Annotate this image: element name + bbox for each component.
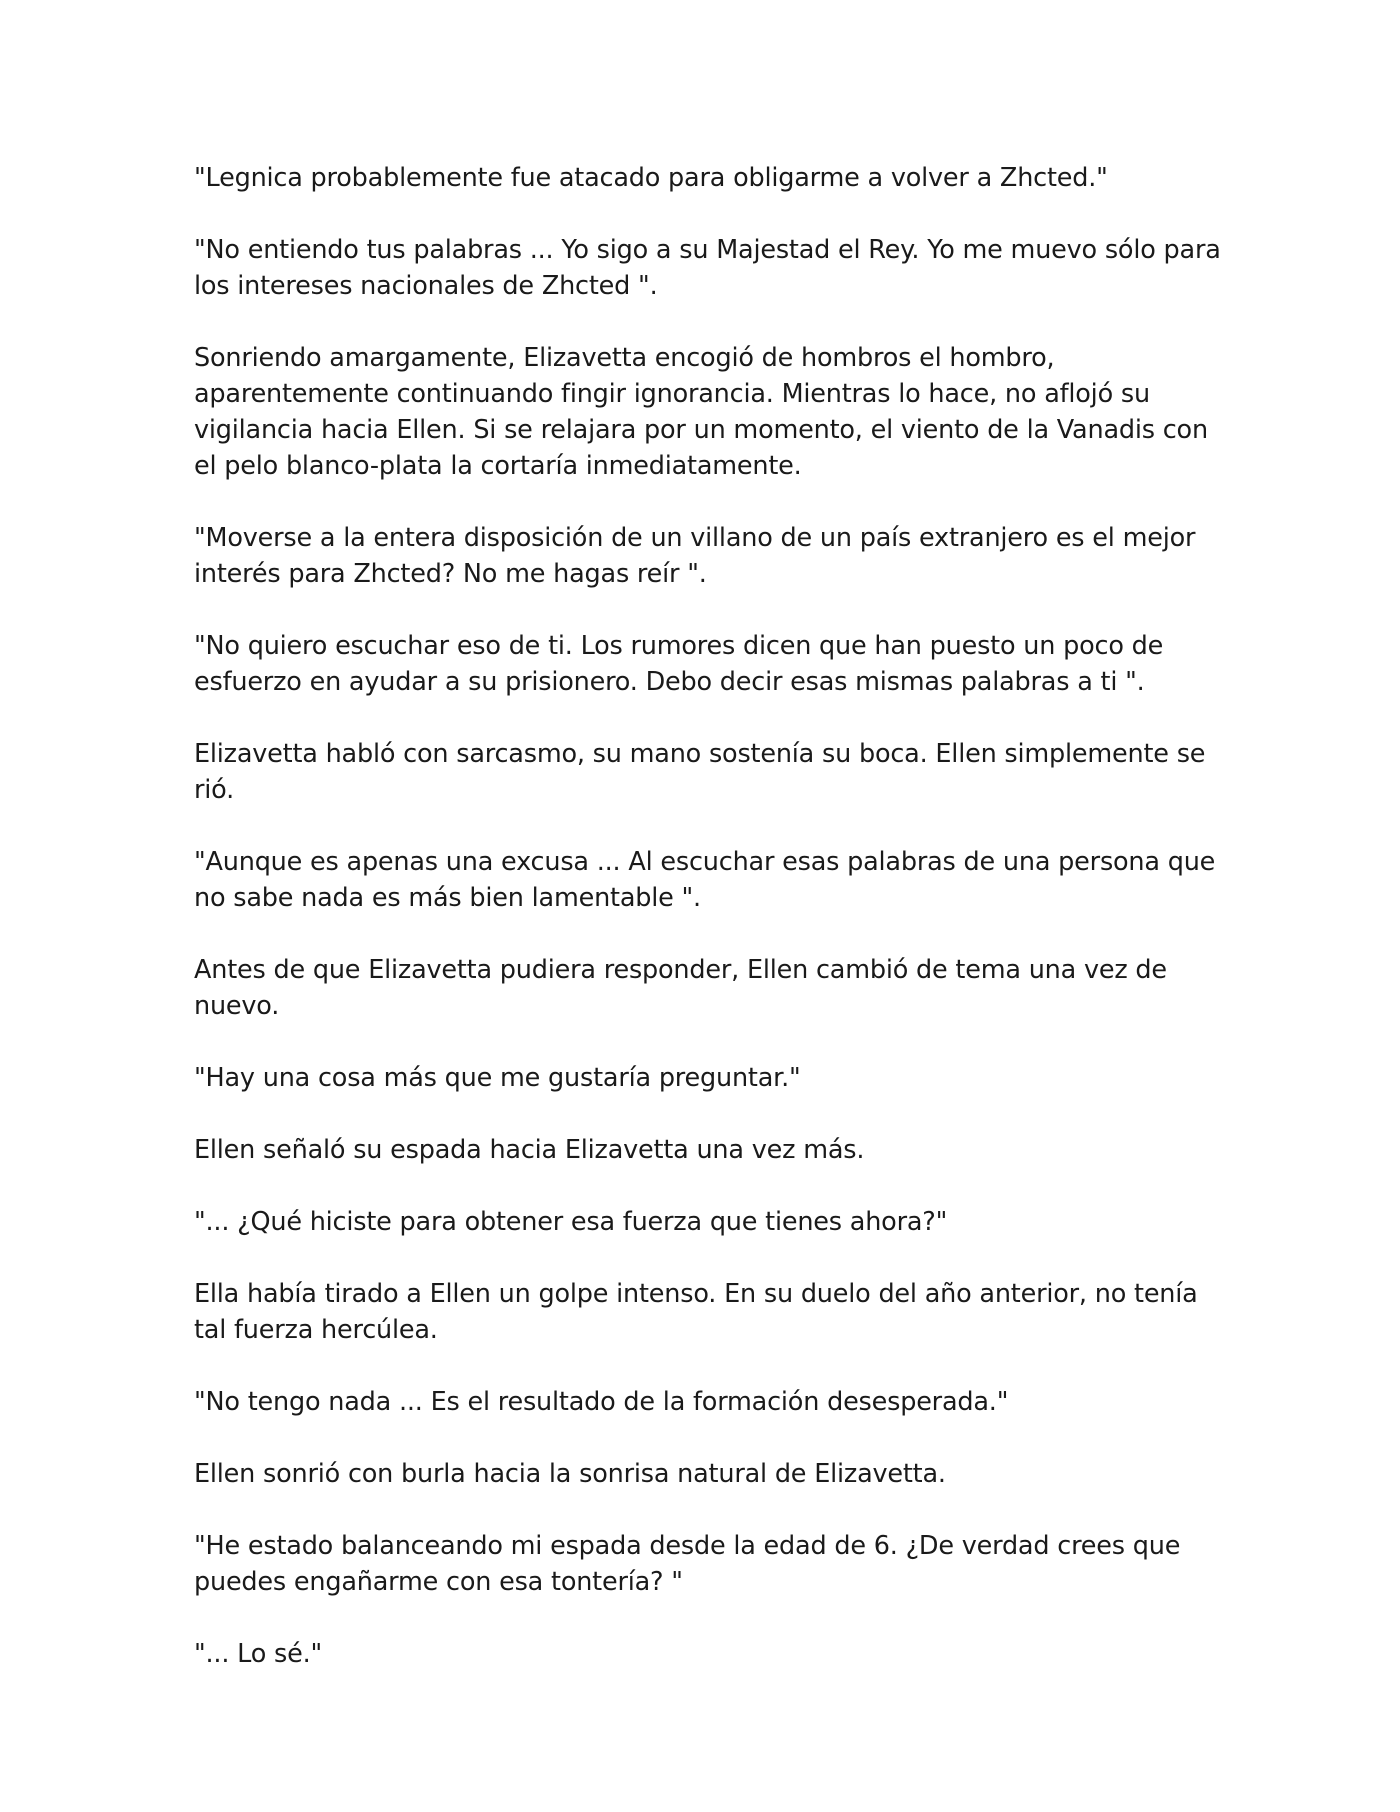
paragraph: "Hay una cosa más que me gustaría preguntar."	[194, 1063, 801, 1093]
paragraph: Ella había tirado a Ellen un golpe intenso. En su duelo del año anterior, no tenía tal fuerza hercúlea.	[194, 1279, 1198, 1345]
paragraph: Ellen señaló su espada hacia Elizavetta una vez más.	[194, 1135, 865, 1165]
paragraph: "Aunque es apenas una excusa ... Al escuchar esas palabras de una persona que no sabe nada es más bien lamentable ".	[194, 847, 1216, 913]
paragraph: Elizavetta habló con sarcasmo, su mano sostenía su boca. Ellen simplemente se rió.	[194, 739, 1206, 805]
paragraph: "... ¿Qué hiciste para obtener esa fuerza que tienes ahora?"	[194, 1207, 948, 1237]
paragraph: "Legnica probablemente fue atacado para obligarme a volver a Zhcted."	[194, 163, 1108, 193]
paragraph: "No quiero escuchar eso de ti. Los rumores dicen que han puesto un poco de esfuerzo en ayudar a su prisionero. Debo decir esas mismas palabras a ti ".	[194, 631, 1164, 697]
paragraph: "No entiendo tus palabras ... Yo sigo a su Majestad el Rey. Yo me muevo sólo para los intereses nacionales de Zhcted ".	[194, 235, 1221, 301]
paragraph: "Moverse a la entera disposición de un villano de un país extranjero es el mejor interés para Zhcted? No me hagas reír ".	[194, 523, 1196, 589]
paragraph: Sonriendo amargamente, Elizavetta encogió de hombros el hombro, aparentemente continuando fingir ignorancia. Mientras lo hace, no aflojó su vigilancia hacia Ellen. Si se relajara por un momento, el viento de la Vanadis con el pelo blanco-plata la cortaría inmediatamente.	[194, 343, 1208, 481]
document-body	[194, 160, 1224, 1672]
paragraph: "... Lo sé."	[194, 1639, 323, 1669]
paragraph: "No tengo nada ... Es el resultado de la formación desesperada."	[194, 1387, 1009, 1417]
paragraph: Antes de que Elizavetta pudiera responder, Ellen cambió de tema una vez de nuevo.	[194, 955, 1167, 1021]
paragraph: Ellen sonrió con burla hacia la sonrisa natural de Elizavetta.	[194, 1459, 946, 1489]
paragraph: "He estado balanceando mi espada desde la edad de 6. ¿De verdad crees que puedes engañarme con esa tontería? "	[194, 1531, 1181, 1597]
